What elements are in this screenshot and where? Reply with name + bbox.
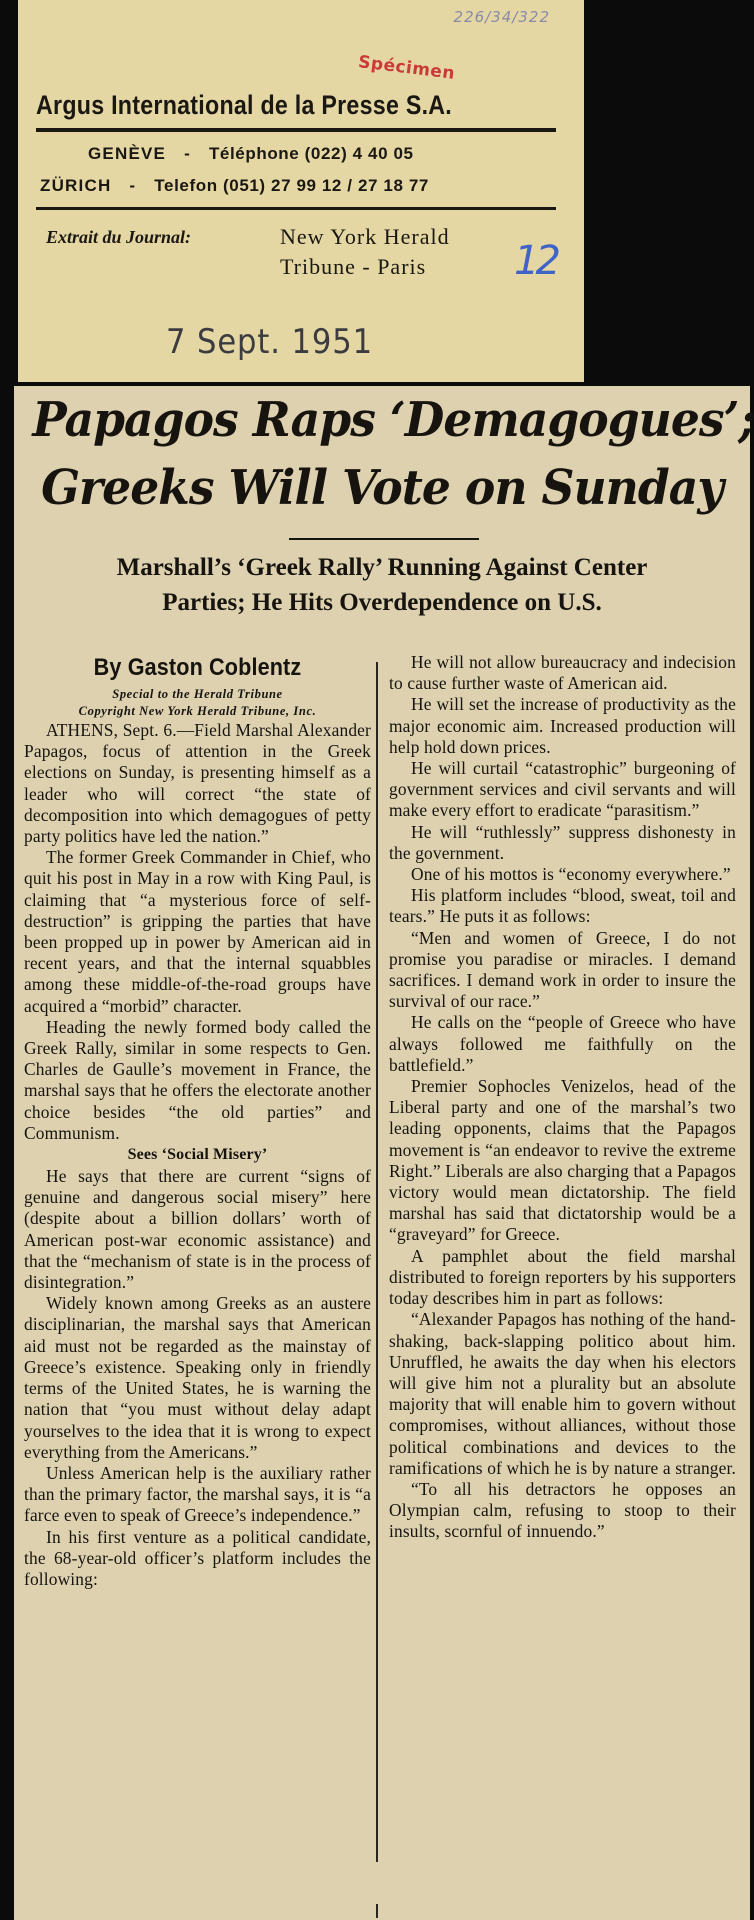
paragraph: ATHENS, Sept. 6.—Field Marshal Alexander Papagos, focus of attention in the Greek elections on Sunday, is presenting himself as a leader who will correct “the state of decomposition into which demagogues of petty party politics have led the nation.” <box>24 720 371 847</box>
paragraph: In his first venture as a political candidate, the 68-year-old officer’s platform includes the following: <box>24 1526 371 1589</box>
paragraph: Widely known among Greeks as an austere disciplinarian, the marshal says that American aid must not be regarded as the mainstay of Greece’s existence. Speaking only in friendly terms of the United States, he is warning the nation that “you must without delay adapt yourselves to the idea that it is wrong to expect everything from the Americans.” <box>24 1293 371 1462</box>
headline-rule <box>289 538 479 540</box>
headline-line1: Papagos Raps ‘Demagogues’; <box>32 392 754 448</box>
subhead: Sees ‘Social Misery’ <box>127 1146 268 1164</box>
article-column-left <box>24 652 371 1590</box>
paragraph: Premier Sophocles Venizelos, head of the Liberal party and one of the marshal’s two leading opponents, claims that the Papagos movement is “an endeavor to revive the extreme Right.” Liberals are also charging that a Papagos victory would mean dictatorship. The field marshal has said that dictatorship would be a “graveyard” for Greece. <box>389 1076 737 1245</box>
paragraph: “Alexander Papagos has nothing of the hand-shaking, back-slapping politico about him. Unruffled, he awaits the day when his electors will give him not a plurality but an absolute majority that will enable him to govern without compromises, without alliances, without those political combinations and devices to the ramifications of which he is by nature a stranger. <box>389 1309 736 1478</box>
paragraph: The former Greek Commander in Chief, who quit his post in May in a row with King Paul, is claiming that “a mysterious force of self-destruction” is gripping the parties that have been propped up in power by American aid in recent years, and that the internal squabbles among these middle-of-the-road groups have acquired a “morbid” character. <box>24 847 371 1016</box>
geneve-contact <box>88 144 414 164</box>
credit-line2: Copyright New York Herald Tribune, Inc. <box>78 704 317 718</box>
paragraph: He will not allow bureaucracy and indecision to cause further waste of American aid. <box>389 652 736 694</box>
agency-rule <box>36 128 556 132</box>
geneve-separator: - <box>184 144 191 163</box>
journal-name-line1: New York Herald <box>280 224 450 249</box>
column-end-tick <box>376 1904 378 1918</box>
paragraph: He will “ruthlessly” suppress dishonesty in the government. <box>389 821 736 863</box>
journal-name-line2: Tribune - Paris <box>280 254 427 279</box>
date-stamp: 7 Sept. 1951 <box>166 322 373 362</box>
article-column-right <box>389 652 736 1543</box>
byline: By Gaston Coblentz <box>93 654 302 681</box>
deck-line2: Parties; He Hits Overdependence on U.S. <box>162 589 602 616</box>
column-divider <box>376 662 378 1862</box>
paragraph: Unless American help is the auxiliary rather than the primary factor, the marshal says, it is “a farce even to speak of Greece’s independence.” <box>24 1462 371 1526</box>
zurich-contact <box>40 176 429 196</box>
extract-label: Extrait du Journal: <box>46 227 192 247</box>
handwritten-number: 12 <box>514 238 557 284</box>
paragraph: He says that there are current “signs of genuine and dangerous social misery” here (despite about a billion dollars’ worth of American post-war economic assistance) and that the “mechanism of state is in the process of disintegration.” <box>24 1166 371 1293</box>
zurich-phone: Telefon (051) 27 99 12 / 27 18 77 <box>154 176 429 195</box>
deck-line1: Marshall’s ‘Greek Rally’ Running Against Center <box>116 554 648 581</box>
credit-line1: Special to the Herald Tribune <box>112 687 283 701</box>
specimen-stamp: Spécimen <box>357 52 457 84</box>
paragraph: He calls on the “people of Greece who have always followed me faithfully on the battlefield.” <box>389 1012 736 1075</box>
paragraph: One of his mottos is “economy everywhere.” <box>411 864 731 885</box>
agency-name: Argus International de la Presse S.A. <box>36 90 453 120</box>
paragraph: “To all his detractors he opposes an Olympian calm, refusing to stoop to their insults, scornful of innuendo.” <box>389 1478 736 1542</box>
newspaper-clipping <box>14 386 754 1920</box>
contact-rule <box>36 207 556 210</box>
geneve-phone: Téléphone (022) 4 40 05 <box>208 144 414 163</box>
zurich-separator: - <box>129 176 137 195</box>
paragraph: His platform includes “blood, sweat, toil and tears.” He puts it as follows: <box>389 885 736 927</box>
archive-reference-mark: 226/34/322 <box>453 8 550 26</box>
paragraph: A pamphlet about the field marshal distributed to foreign reporters by his supporters today describes him in part as follows: <box>389 1245 736 1309</box>
paragraph: Heading the newly formed body called the Greek Rally, similar in some respects to Gen. Charles de Gaulle’s movement in France, the marshal says that he offers the electorate another choice besides “the old parties” and Communism. <box>24 1016 371 1143</box>
zurich-city: ZÜRICH <box>40 176 112 195</box>
paragraph: He will set the increase of productivity as the major economic aim. Increased production will help hold down prices. <box>389 694 736 757</box>
headline-line2: Greeks Will Vote on Sunday <box>41 460 723 516</box>
paragraph: “Men and women of Greece, I do not promise you paradise or miracles. I demand sacrifices. I demand work in order to insure the survival of our race.” <box>389 927 736 1012</box>
geneve-city: GENÈVE <box>88 144 167 163</box>
press-clipping-slip <box>18 0 584 382</box>
paragraph: He will curtail “catastrophic” burgeoning of government services and civil servants and will make every effort to eradicate “parasitism.” <box>389 758 736 821</box>
